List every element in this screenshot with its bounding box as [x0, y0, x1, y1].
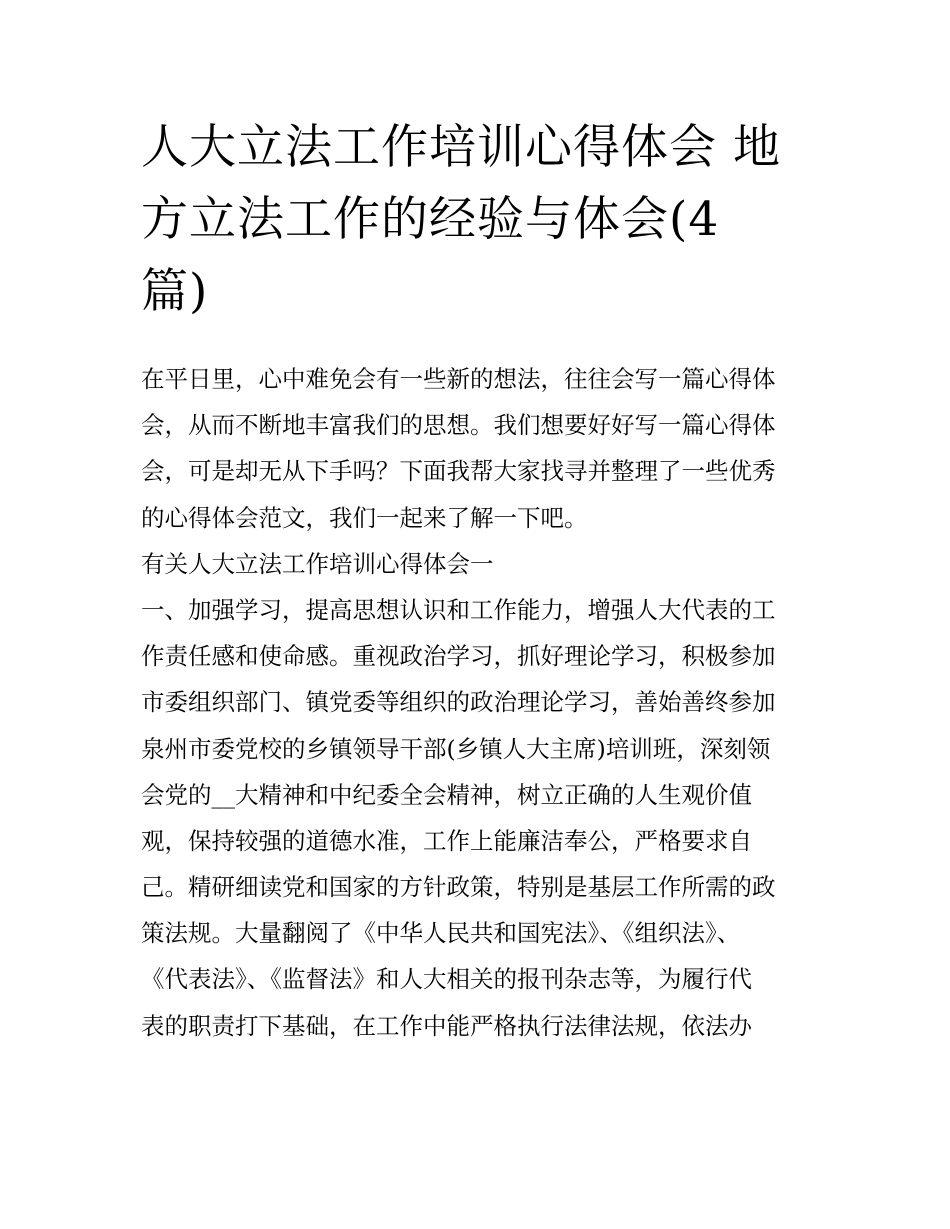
body-line: 会，从而不断地丰富我们的思想。我们想要好好写一篇心得体 [141, 411, 776, 440]
body-line: 己。精研细读党和国家的方针政策，特别是基层工作所需的政 [141, 873, 776, 902]
body-line: 会党的__大精神和中纪委全会精神，树立正确的人生观价值 [141, 780, 752, 809]
body-line: 泉州市委党校的乡镇领导干部(乡镇人大主席)培训班，深刻领 [141, 734, 771, 763]
body-line: 在平日里，心中难免会有一些新的想法，往往会写一篇心得体 [141, 365, 776, 393]
title-line: 篇) [141, 264, 209, 319]
body-line: 市委组织部门、镇党委等组织的政治理论学习，善始善终参加 [141, 688, 776, 717]
body-line: 观，保持较强的道德水准，工作上能廉洁奉公，严格要求自 [141, 826, 752, 855]
title-line: 人大立法工作培训心得体会 地 [141, 120, 781, 175]
body-line: 会，可是却无从下手吗？下面我帮大家找寻并整理了一些优秀 [141, 457, 776, 486]
document-body [141, 356, 821, 1049]
body-line: 表的职责打下基础，在工作中能严格执行法律法规，依法办 [141, 1011, 752, 1040]
section-heading: 有关人大立法工作培训心得体会一 [141, 549, 494, 578]
body-line: 一、加强学习，提高思想认识和工作能力，增强人大代表的工 [141, 595, 776, 624]
body-line: 作责任感和使命感。重视政治学习，抓好理论学习，积极参加 [141, 642, 776, 671]
document-title [141, 112, 821, 328]
body-line: 的心得体会范文，我们一起来了解一下吧。 [141, 503, 588, 532]
title-line: 方立法工作的经验与体会(4 [141, 192, 720, 247]
body-line: 策法规。大量翻阅了《中华人民共和国宪法》、《组织法》、 [141, 919, 741, 948]
body-line: 《代表法》、《监督法》和人大相关的报刊杂志等，为履行代 [141, 965, 752, 994]
